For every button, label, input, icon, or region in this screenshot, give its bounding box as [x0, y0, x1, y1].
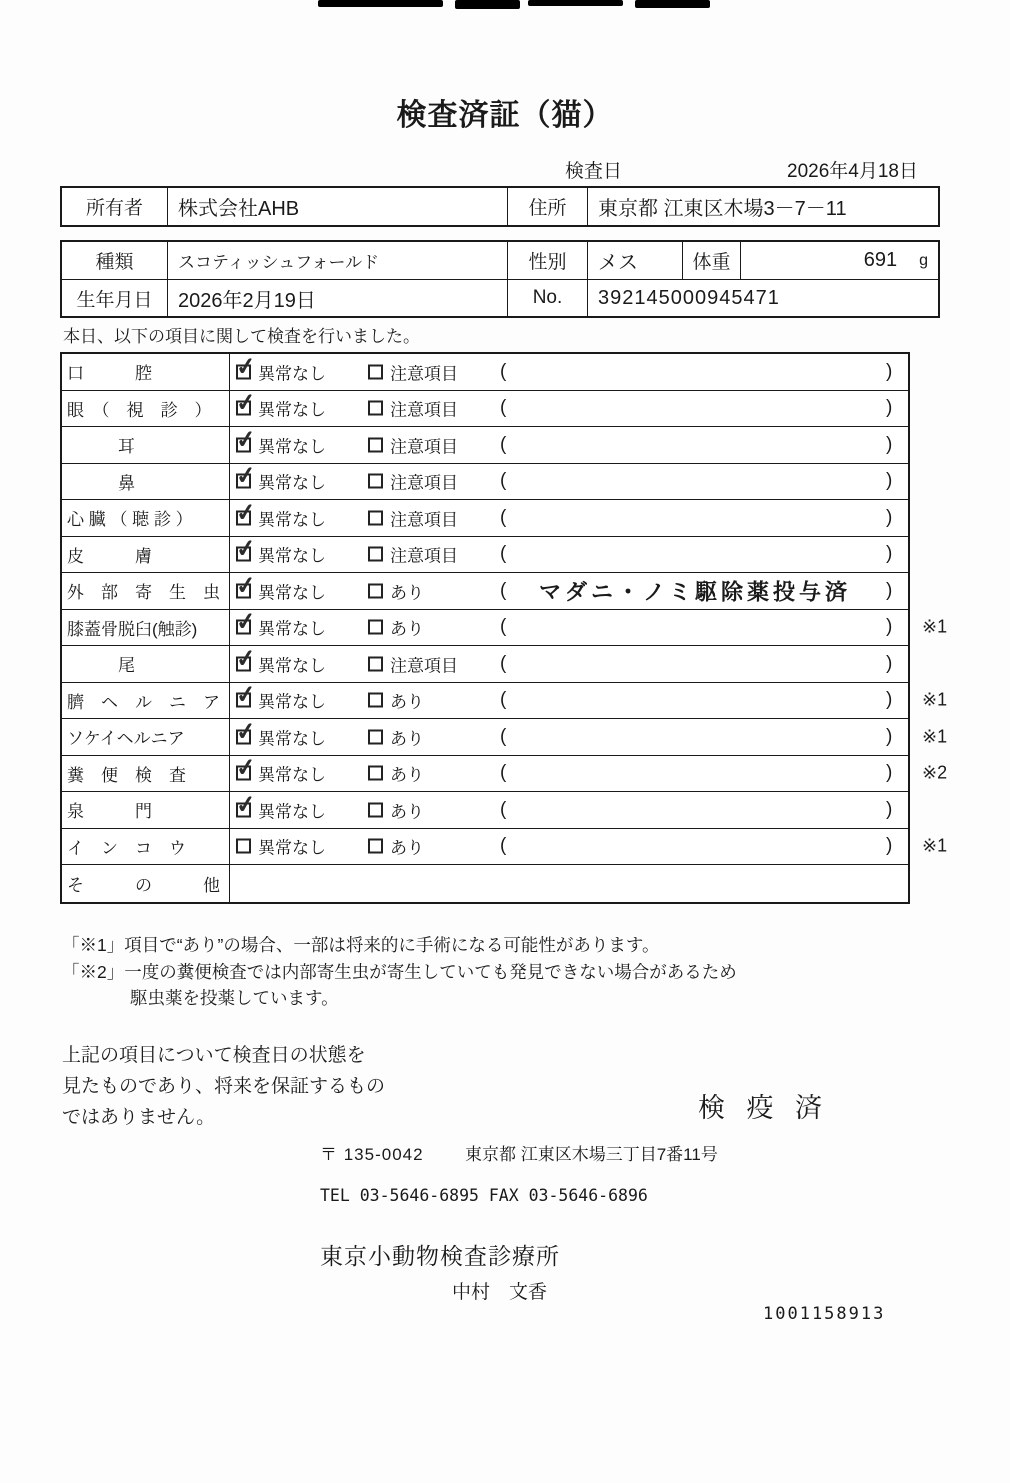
paren-open: ( — [500, 762, 507, 784]
no-abnormality-checkbox — [234, 534, 258, 564]
attention-option — [368, 688, 424, 713]
disclaimer-line: 上記の項目について検査日の状態を — [62, 1045, 366, 1066]
disclaimer-line: 見たものであり、将来を保証するもの — [62, 1076, 386, 1097]
no-abnormality-label: 異常なし — [258, 546, 326, 566]
tel-fax: TEL 03-5646-6895 FAX 03-5646-6896 — [320, 1186, 648, 1205]
attention-option — [368, 469, 458, 494]
note-text: マダニ・ノミ駆除薬投与済 — [538, 579, 851, 605]
check-mark-icon: ✓ — [234, 461, 258, 491]
paren-close: ) — [886, 652, 893, 674]
no-abnormality-checkbox — [236, 839, 251, 854]
attention-label: あり — [390, 802, 424, 822]
inspection-row-other — [62, 865, 908, 902]
owner-value: 株式会社AHB — [167, 188, 507, 225]
paren-open: ( — [500, 798, 507, 820]
no-abnormality-label: 異常なし — [258, 729, 326, 749]
no-abnormality-option — [234, 680, 326, 713]
inspection-row — [62, 829, 948, 866]
no-abnormality-label: 異常なし — [258, 437, 326, 457]
paren-close: ) — [886, 360, 893, 382]
no-abnormality-option — [234, 352, 326, 384]
sex-value: メス — [587, 242, 682, 279]
attention-checkbox — [368, 583, 383, 598]
remark-note-2: 「※2」一度の糞便検査では内部寄生虫が寄生していても発見できない場合があるため — [62, 962, 737, 982]
item-label: 膝蓋骨脱臼(触診) — [62, 610, 230, 646]
scan-artifact — [635, 0, 710, 8]
no-abnormality-label: 異常なし — [258, 656, 326, 676]
attention-option — [368, 542, 458, 567]
check-mark-icon: ✓ — [234, 717, 258, 747]
no-abnormality-option — [234, 388, 326, 421]
attention-label: 注意項目 — [390, 656, 458, 676]
check-mark-icon: ✓ — [234, 680, 258, 710]
inspection-table-body — [62, 352, 948, 865]
attention-checkbox — [368, 364, 383, 379]
inspection-row — [62, 500, 908, 537]
attention-label: あり — [390, 619, 424, 639]
inspection-row — [62, 717, 948, 756]
no-abnormality-option — [234, 790, 326, 822]
inspection-row — [62, 388, 908, 428]
breed-label: 種類 — [95, 252, 134, 273]
item-label: 皮 膚 — [62, 537, 230, 573]
paren-open: ( — [500, 397, 507, 419]
no-abnormality-label: 異常なし — [258, 802, 326, 822]
no-abnormality-checkbox — [234, 607, 258, 637]
paren-close: ) — [886, 470, 893, 492]
attention-option — [368, 761, 424, 786]
no-value: 392145000945471 — [587, 280, 938, 316]
item-label: 口 腔 — [62, 354, 230, 390]
no-abnormality-label: 異常なし — [258, 473, 326, 493]
no-abnormality-checkbox — [234, 753, 258, 783]
inspection-table — [60, 352, 948, 904]
item-label: 外 部 寄 生 虫 — [62, 573, 230, 609]
paren-open: ( — [500, 835, 507, 857]
office-address: 東京都 江東区木場三丁目7番11号 — [465, 1145, 718, 1164]
check-mark-icon: ✓ — [234, 388, 258, 418]
attention-checkbox — [368, 839, 383, 854]
check-mark-icon: ✓ — [234, 425, 258, 455]
item-label: 糞 便 検 査 — [62, 756, 230, 792]
no-abnormality-label: 異常なし — [258, 838, 326, 858]
attention-checkbox — [368, 510, 383, 525]
no-abnormality-label: 異常なし — [258, 364, 326, 384]
weight-value: 691 — [863, 249, 898, 271]
inspection-row — [62, 792, 908, 829]
no-abnormality-label: 異常なし — [258, 510, 326, 530]
address-label: 住所 — [507, 188, 587, 225]
attention-checkbox — [368, 547, 383, 562]
no-abnormality-checkbox — [234, 498, 258, 528]
attention-option — [368, 432, 458, 457]
remark-note-1: 「※1」項目で“あり”の場合、一部は将来的に手術になる可能性があります。 — [62, 935, 660, 955]
item-label: ソケイヘルニア — [62, 719, 230, 755]
row-mark: ※1 — [922, 726, 948, 747]
attention-label: あり — [390, 838, 424, 858]
no-abnormality-option — [234, 534, 326, 567]
attention-checkbox — [368, 437, 383, 452]
row-mark: ※1 — [922, 835, 948, 856]
attention-checkbox — [368, 729, 383, 744]
item-label: 心 臓 （ 聴 診 ） — [62, 500, 230, 536]
check-mark-icon: ✓ — [234, 790, 258, 820]
no-abnormality-option — [236, 834, 326, 859]
remark-note-2-continued: 駆虫薬を投薬しています。 — [130, 988, 339, 1008]
paren-open: ( — [500, 470, 507, 492]
attention-checkbox — [368, 620, 383, 635]
no-abnormality-checkbox — [234, 790, 258, 820]
attention-checkbox — [368, 766, 383, 781]
attention-option — [368, 505, 458, 530]
inspection-row — [62, 680, 948, 720]
no-abnormality-option — [234, 607, 326, 640]
scan-artifact — [455, 0, 520, 9]
check-mark-icon: ✓ — [234, 498, 258, 528]
paren-close: ) — [886, 725, 893, 747]
no-abnormality-label: 異常なし — [258, 400, 326, 420]
check-mark-icon: ✓ — [234, 571, 258, 601]
quarantine-stamp: 検 疫 済 — [698, 1093, 830, 1123]
no-abnormality-option — [234, 461, 326, 494]
no-abnormality-label: 異常なし — [258, 692, 326, 712]
no-abnormality-option — [234, 753, 326, 786]
paren-close: ) — [886, 397, 893, 419]
row-mark: ※2 — [922, 762, 948, 783]
birth-value: 2026年2月19日 — [167, 280, 507, 316]
check-mark-icon: ✓ — [234, 352, 258, 382]
item-label: 尾 — [62, 646, 230, 682]
check-mark-icon: ✓ — [234, 534, 258, 564]
weight-value-cell — [740, 242, 938, 279]
disclaimer-text — [62, 1040, 385, 1133]
check-mark-icon: ✓ — [234, 753, 258, 783]
no-abnormality-label: 異常なし — [258, 765, 326, 785]
paren-close: ) — [886, 543, 893, 565]
clinic-name: 東京小動物検査診療所 — [320, 1243, 560, 1269]
paren-open: ( — [500, 506, 507, 528]
animal-table — [60, 240, 940, 318]
disclaimer-line: ではありません。 — [62, 1107, 216, 1128]
attention-option — [368, 578, 424, 603]
no-abnormality-label: 異常なし — [258, 583, 326, 603]
item-label: 臍 ヘ ル ニ ア — [62, 683, 230, 719]
paren-close: ) — [886, 433, 893, 455]
attention-option — [368, 834, 424, 859]
attention-label: あり — [390, 692, 424, 712]
attention-option — [368, 797, 424, 822]
serial-number: 1001158913 — [763, 1304, 886, 1324]
row-mark: ※1 — [922, 616, 948, 637]
inspection-row — [62, 646, 908, 683]
check-mark-icon: ✓ — [234, 644, 258, 674]
attention-checkbox — [368, 656, 383, 671]
item-label: 眼 （ 視 診 ） — [62, 391, 230, 427]
owner-label: 所有者 — [85, 198, 143, 219]
inspection-date-value: 2026年4月18日 — [787, 161, 918, 182]
paren-close: ) — [886, 762, 893, 784]
breed-value: スコティッシュフォールド — [167, 242, 507, 279]
scan-artifact — [528, 0, 623, 6]
no-abnormality-label: 異常なし — [258, 619, 326, 639]
inspection-row — [62, 607, 948, 647]
attention-label: 注意項目 — [390, 364, 458, 384]
paren-open: ( — [500, 652, 507, 674]
paren-open: ( — [500, 543, 507, 565]
paren-open: ( — [500, 689, 507, 711]
attention-option — [368, 359, 458, 384]
attention-checkbox — [368, 693, 383, 708]
attention-checkbox — [368, 802, 383, 817]
scan-artifact — [318, 0, 443, 7]
inspection-row — [62, 427, 908, 464]
no-abnormality-checkbox — [234, 388, 258, 418]
paren-open: ( — [500, 360, 507, 382]
attention-label: 注意項目 — [390, 546, 458, 566]
no-abnormality-option — [234, 425, 326, 457]
item-label: 泉 門 — [62, 792, 230, 828]
no-abnormality-option — [234, 717, 326, 749]
attention-label: あり — [390, 729, 424, 749]
paren-close: ) — [886, 798, 893, 820]
attention-label: 注意項目 — [390, 473, 458, 493]
attention-option — [368, 615, 424, 640]
birth-label: 生年月日 — [76, 289, 153, 311]
address-value: 東京都 江東区木場3－7－11 — [587, 188, 938, 225]
attention-option — [368, 724, 424, 749]
no-abnormality-checkbox — [234, 425, 258, 455]
inspection-row — [62, 461, 908, 501]
paren-close: ) — [886, 835, 893, 857]
inspection-row — [62, 573, 908, 610]
attention-label: 注意項目 — [390, 510, 458, 530]
no-abnormality-option — [234, 644, 326, 676]
paren-close: ) — [886, 689, 893, 711]
paren-open: ( — [500, 579, 507, 601]
no-abnormality-option — [234, 571, 326, 603]
owner-table — [60, 186, 940, 227]
no-abnormality-checkbox — [234, 352, 258, 382]
inspection-row — [62, 354, 908, 391]
page-title: 検査済証（猫） — [396, 99, 614, 132]
paren-close: ) — [886, 616, 893, 638]
weight-unit: g — [919, 251, 928, 269]
item-label: 耳 — [62, 427, 230, 463]
no-abnormality-checkbox — [234, 644, 258, 674]
row-mark: ※1 — [922, 689, 948, 710]
item-label: そ の 他 — [62, 865, 230, 902]
statement-text: 本日、以下の項目に関して検査を行いました。 — [63, 327, 420, 346]
paren-close: ) — [886, 506, 893, 528]
no-label: No. — [507, 280, 587, 316]
paren-open: ( — [500, 725, 507, 747]
attention-label: 注意項目 — [390, 400, 458, 420]
no-abnormality-checkbox — [234, 571, 258, 601]
attention-label: あり — [390, 583, 424, 603]
check-mark-icon: ✓ — [234, 607, 258, 637]
item-label: 鼻 — [62, 464, 230, 500]
inspection-row — [62, 534, 908, 574]
paren-open: ( — [500, 433, 507, 455]
weight-label: 体重 — [682, 242, 740, 279]
attention-option — [368, 396, 458, 421]
attention-checkbox — [368, 474, 383, 489]
attention-option — [368, 651, 458, 676]
inspection-date-label: 検査日 — [565, 161, 623, 182]
no-abnormality-checkbox — [234, 680, 258, 710]
no-abnormality-option — [234, 498, 326, 530]
examiner-name: 中村 文香 — [452, 1282, 548, 1303]
attention-label: 注意項目 — [390, 437, 458, 457]
postal-code: 〒 135-0042 — [320, 1145, 424, 1164]
paren-close: ) — [886, 579, 893, 601]
paren-open: ( — [500, 616, 507, 638]
item-label: イ ン コ ウ — [62, 829, 230, 865]
no-abnormality-checkbox — [234, 717, 258, 747]
no-abnormality-checkbox — [234, 461, 258, 491]
inspection-row — [62, 753, 948, 793]
attention-checkbox — [368, 401, 383, 416]
sex-label: 性別 — [507, 242, 587, 279]
attention-label: あり — [390, 765, 424, 785]
